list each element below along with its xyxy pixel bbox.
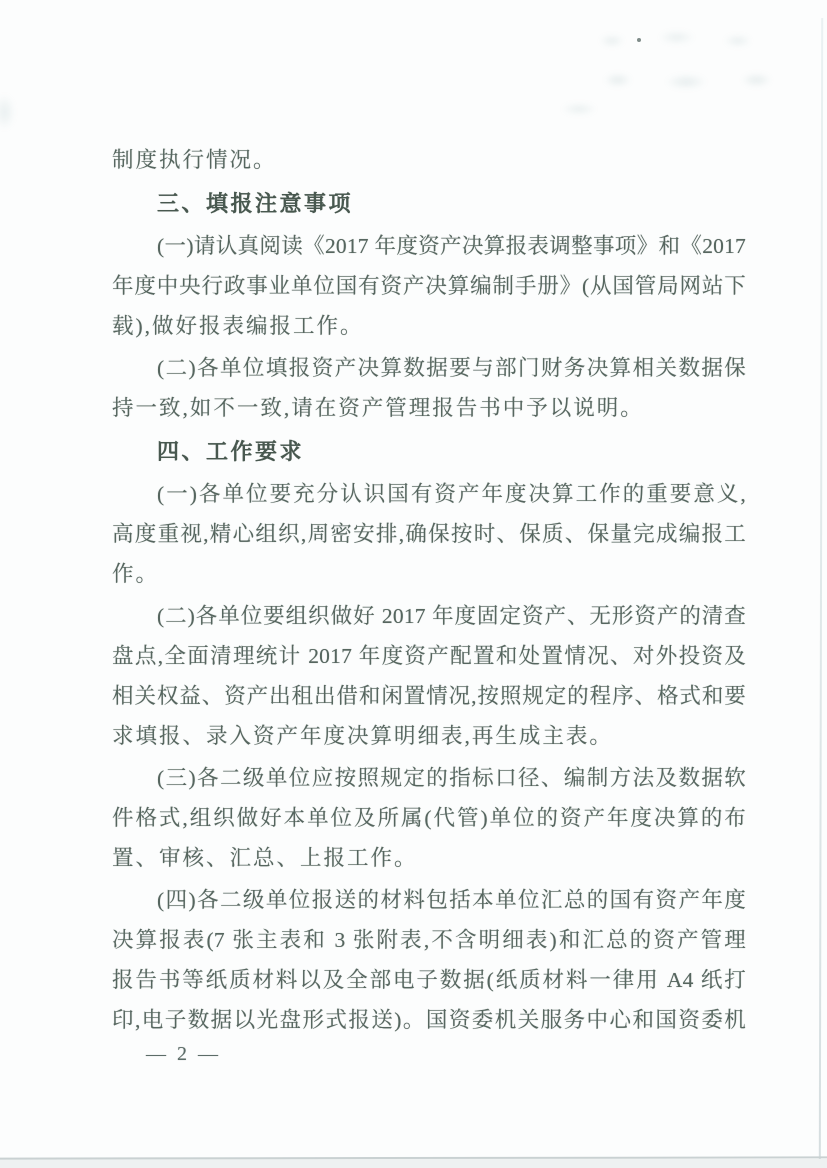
text-line: 相关权益、资产出租出借和闲置情况,按照规定的程序、格式和要 — [112, 684, 746, 708]
text-line: (一)各单位要充分认识国有资产年度决算工作的重要意义, — [157, 482, 746, 506]
text-line: 置、审核、汇总、上报工作。 — [112, 846, 418, 870]
ink-bleedthrough — [590, 62, 775, 98]
text-line: 决算报表(7 张主表和 3 张附表,不含明细表)和汇总的资产管理 — [112, 928, 746, 952]
text-line: (二)各单位要组织做好 2017 年度固定资产、无形资产的清查 — [157, 604, 746, 628]
text-line: 高度重视,精心组织,周密安排,确保按时、保质、保量完成编报工 — [112, 522, 746, 546]
text-line: (三)各二级单位应按照规定的指标口径、编制方法及数据软 — [157, 766, 746, 790]
text-line: 年度中央行政事业单位国有资产决算编制手册》(从国管局网站下 — [112, 274, 746, 298]
section-heading: 四、工作要求 — [157, 439, 305, 464]
text-line: (二)各单位填报资产决算数据要与部门财务决算相关数据保 — [157, 356, 746, 380]
ink-smudge — [0, 86, 20, 138]
ink-bleedthrough — [575, 22, 760, 56]
ink-bleedthrough — [555, 100, 615, 118]
text-line: 报告书等纸质材料以及全部电子数据(纸质材料一律用 A4 纸打 — [112, 968, 746, 992]
text-line: 印,电子数据以光盘形式报送)。国资委机关服务中心和国资委机 — [112, 1008, 746, 1032]
text-line: 件格式,组织做好本单位及所属(代管)单位的资产年度决算的布 — [112, 806, 746, 830]
text-line: (一)请认真阅读《2017 年度资产决算报表调整事项》和《2017 — [157, 234, 746, 258]
section-heading: 三、填报注意事项 — [157, 191, 354, 216]
text-line: 制度执行情况。 — [112, 148, 277, 172]
text-line: 作。 — [112, 562, 160, 586]
ink-speck — [637, 38, 641, 42]
document-body — [112, 140, 746, 1040]
page-number: — 2 — — [146, 1043, 221, 1065]
text-line: 载),做好报表编报工作。 — [112, 314, 364, 338]
text-line: (四)各二级单位报送的材料包括本单位汇总的国有资产年度 — [157, 888, 746, 912]
scanner-background — [0, 1159, 827, 1168]
text-line: 求填报、录入资产年度决算明细表,再生成主表。 — [112, 724, 613, 748]
paper-edge-right — [819, 18, 823, 1160]
text-line: 持一致,如不一致,请在资产管理报告书中予以说明。 — [112, 396, 644, 420]
text-line: 盘点,全面清理统计 2017 年度资产配置和处置情况、对外投资及 — [112, 644, 746, 668]
